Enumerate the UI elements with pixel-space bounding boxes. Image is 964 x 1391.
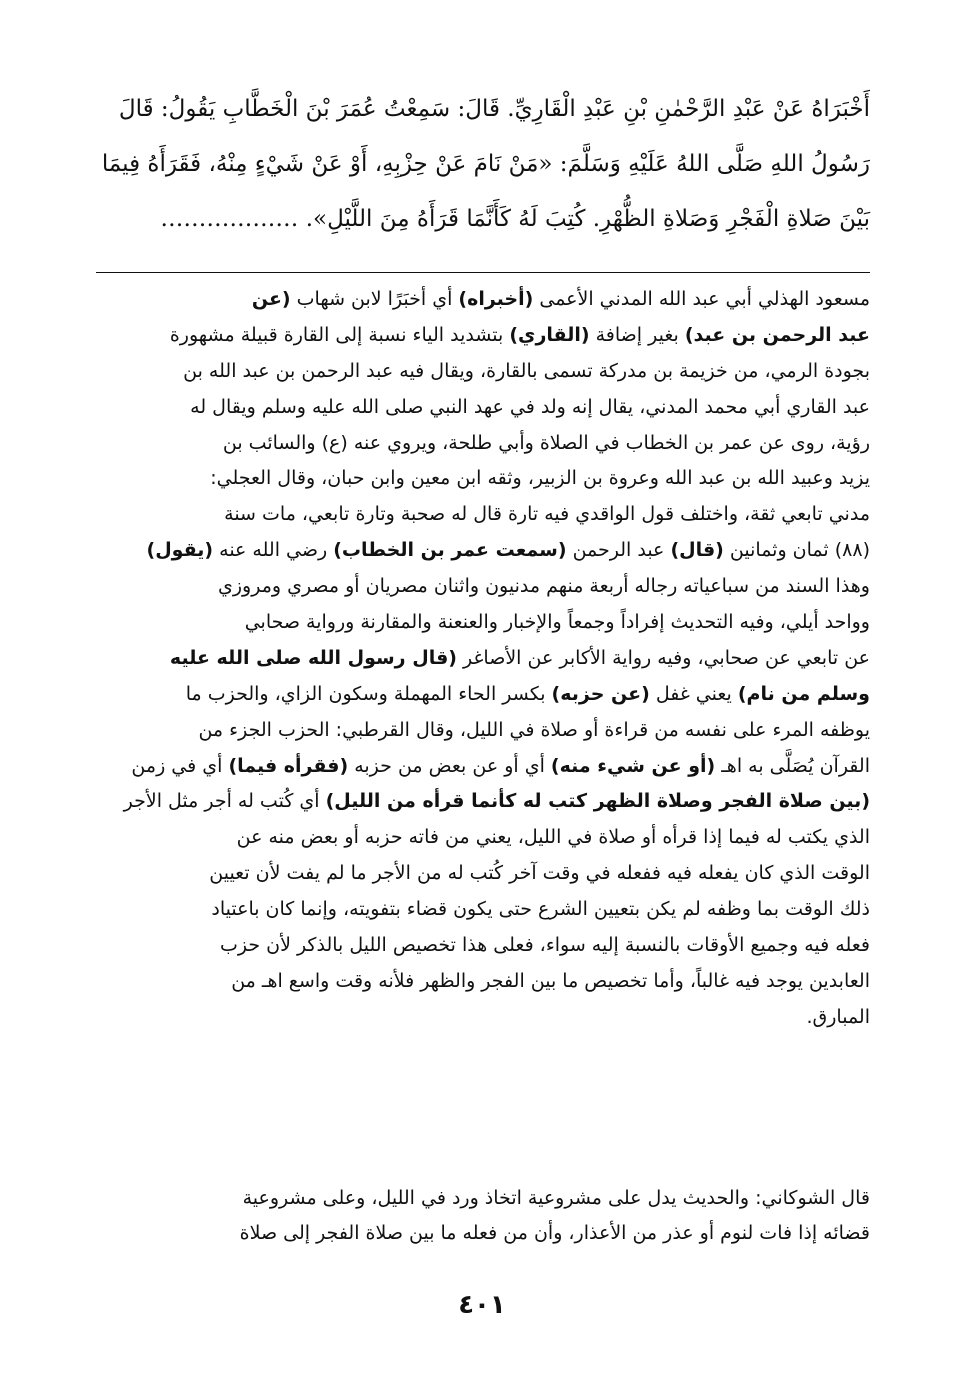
continuation-dots: ……………… (160, 206, 299, 232)
commentary-line: عن تابعي عن صحابي، وفيه رواية الأكابر عن الأصاغر (قال رسول الله صلى الله عليه (169, 646, 870, 669)
commentary-line: (٨٨) ثمان وثمانين (قال) عبد الرحمن (سمعت عمر بن الخطاب) رضي الله عنه (يقول) (146, 539, 870, 562)
commentary-line: العابدين يوجد فيه غالباً، وأما تخصيص ما بين الفجر والظهر فلأنه وقت واسع اهـ من (231, 969, 870, 992)
commentary-line: عبد الرحمن بن عبد) بغير إضافة (القاري) بتشديد الياء نسبة إلى القارة قبيلة مشهورة (169, 323, 870, 346)
commentary-line: يزيد وعبيد الله بن عبد الله وعروة بن الزبير، وثقه ابن معين وابن حبان، وقال العجلي: (210, 467, 870, 490)
hadith-line-text: بَيْنَ صَلاةِ الْفَجْرِ وَصَلاةِ الظُّهْرِ. كُتِبَ لَهُ كَأَنَّمَا قَرَأَهُ مِنَ اللَّيْلِ». (305, 206, 870, 232)
commentary-line: وهذا السند من سباعياته رجاله أربعة منهم مدنيون واثنان مصريان أو مصري ومروزي (217, 575, 870, 598)
commentary-line: يوظفه المرء على نفسه من قراءة أو صلاة في الليل، وقال القرطبي: الحزب الجزء من (198, 718, 870, 741)
hadith-line (96, 192, 870, 247)
paragraph-line: قضائه إذا فات لنوم أو عذر من الأعذار، وأن من فعله ما بين صلاة الفجر إلى صلاة (239, 1222, 870, 1244)
commentary-line: الذي يكتب له فيما إذا قرأه أو صلاة في الليل، يعني من فاته حزبه أو بعض منه عن (236, 826, 870, 849)
hadith-text (96, 82, 870, 247)
section-divider (96, 272, 870, 273)
commentary-line: المبارق. (806, 1005, 870, 1028)
commentary-line: فعله فيه وجميع الأوقات بالنسبة إليه سواء، فعلى هذا تخصيص الليل بالذكر لأن حزب (219, 934, 870, 957)
commentary-line: (بين صلاة الفجر وصلاة الظهر كتب له كأنما قرأه من الليل) أي كُتب له أجر مثل الأجر (123, 790, 870, 813)
hadith-line: أَخْبَرَاهُ عَنْ عَبْدِ الرَّحْمٰنِ بْنِ عَبْدِ الْقَارِيِّ. قَالَ: سَمِعْتُ عُمَرَ بْنَ الْخَطَّابِ يَقُولُ: قَالَ (118, 96, 870, 122)
page-number: ٤٠١ (458, 1290, 506, 1320)
commentary-line: رؤية، روى عن عمر بن الخطاب في الصلاة وأبي طلحة، ويروي عنه (ع) والسائب بن (222, 431, 870, 454)
commentary-line: وواحد أيلي، وفيه التحديث إفراداً وجمعاً والإخبار والعنعنة والمقارنة ورواية صحابي (244, 611, 870, 634)
shawkani-paragraph (96, 1181, 870, 1251)
commentary-line: بجودة الرمي، من خزيمة بن مدركة تسمى بالقارة، ويقال فيه عبد الرحمن بن عبد الله بن (183, 359, 870, 382)
commentary-line: مدني تابعي ثقة، واختلف قول الواقدي فيه تارة قال له صحبة وتارة تابعي، مات سنة (224, 503, 870, 526)
commentary-line: ذلك الوقت بما وظفه لم يكن بتعيين الشرع حتى يكون قضاء بتفويته، وإنما كان باعتياد (211, 898, 870, 921)
commentary-line: الوقت الذي كان يفعله فيه ففعله في وقت آخر كُتب له من الأجر ما لم يفت لأن تعيين (209, 862, 870, 885)
commentary-line: وسلم من نام) يعني غفل (عن حزبه) بكسر الحاء المهملة وسكون الزاي، والحزب ما (185, 682, 870, 705)
hadith-line: رَسُولُ اللهِ صَلَّى اللهُ عَلَيْهِ وَسَلَّمَ: «مَنْ نَامَ عَنْ حِزْبِهِ، أَوْ عَنْ شَيْءٍ مِنْهُ، فَقَرَأَهُ فِيمَا (101, 151, 870, 177)
commentary-line: عبد القاري أبي محمد المدني، يقال إنه ولد في عهد النبي صلى الله عليه وسلم ويقال له (190, 395, 870, 418)
commentary-line: القرآن يُصَلَّى به اهـ (أو عن شيء منه) أي أو عن بعض من حزبه (فقرأه فيما) أي في زمن (131, 754, 870, 777)
paragraph-line: قال الشوكاني: والحديث يدل على مشروعية اتخاذ ورد في الليل، وعلى مشروعية (242, 1187, 870, 1209)
commentary-text (96, 282, 870, 1036)
commentary-line: مسعود الهذلي أبي عبد الله المدني الأعمى (أخبراه) أي أخبَرًا لابن شهاب (عن (251, 288, 870, 310)
